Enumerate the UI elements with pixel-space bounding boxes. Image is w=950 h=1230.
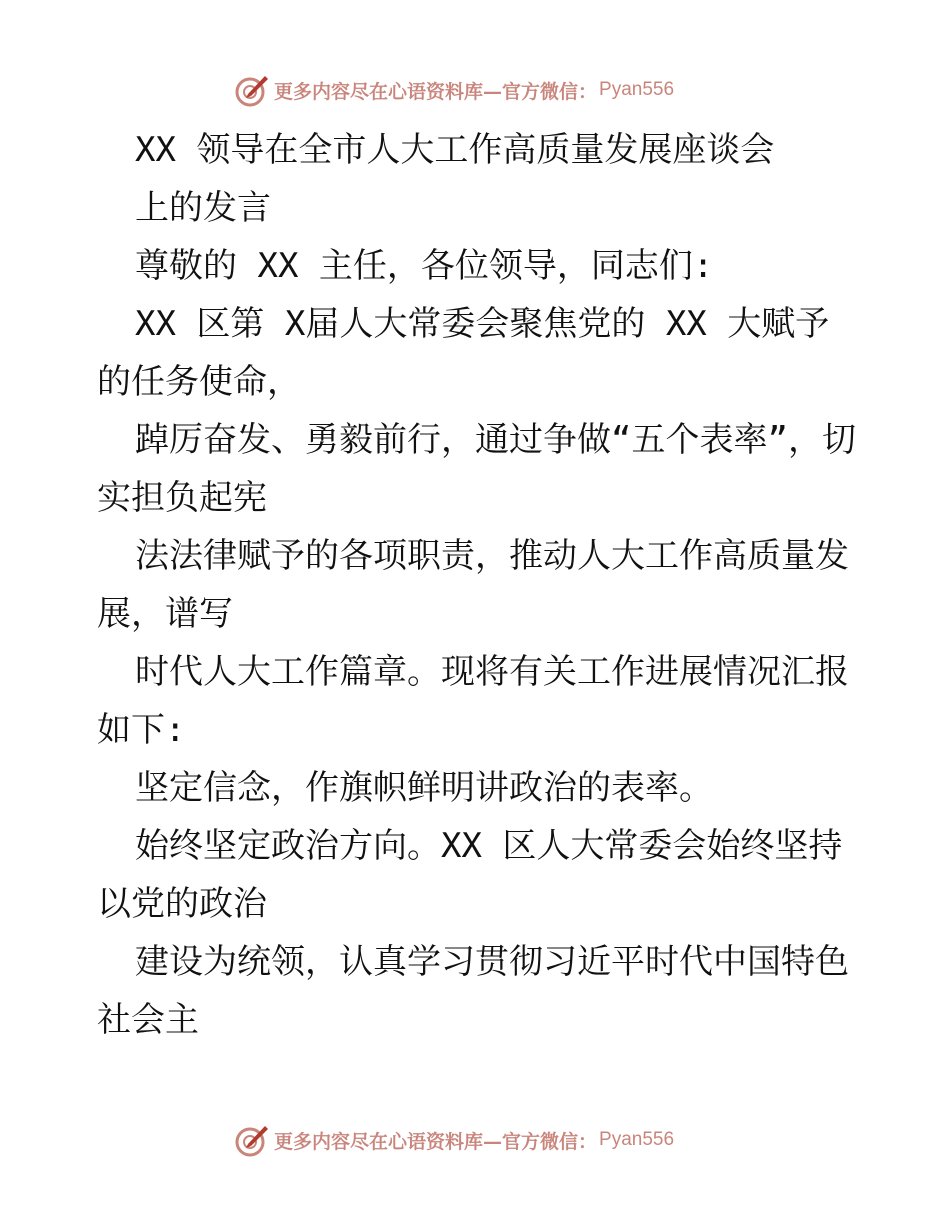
paragraph: XX 领导在全市人大工作高质量发展座谈会 <box>135 130 775 170</box>
paragraph: XX 区第 X届人大常委会聚焦党的 XX 大赋予的任务使命， <box>97 304 830 402</box>
paragraph: 时代人大工作篇章。现将有关工作进展情况汇报如下: <box>97 652 849 750</box>
paragraph: 坚定信念，作旗帜鲜明讲政治的表率。 <box>135 768 713 808</box>
watermark-text: 更多内容尽在心语资料库—官方微信： <box>274 80 598 103</box>
paragraph: 建设为统领，认真学习贯彻习近平时代中国特色社会主 <box>97 942 849 1040</box>
quill-logo-icon <box>234 72 270 108</box>
header-watermark <box>234 70 674 110</box>
quill-logo-icon <box>234 1122 270 1158</box>
watermark-wechat-id: Pyan556 <box>599 1129 675 1150</box>
paragraph: 踔厉奋发、勇毅前行，通过争做“五个表率”，切实担负起宪 <box>97 420 856 518</box>
paragraph: 尊敬的 XX 主任，各位领导，同志们: <box>135 246 714 286</box>
paragraph: 法法律赋予的各项职责，推动人大工作高质量发展，谱写 <box>97 536 849 634</box>
paragraph: 上的发言 <box>135 188 271 228</box>
footer-watermark <box>234 1120 674 1160</box>
paragraph: 始终坚定政治方向。XX 区人大常委会始终坚持以党的政治 <box>97 826 843 924</box>
watermark-wechat-id: Pyan556 <box>599 79 675 100</box>
watermark-text: 更多内容尽在心语资料库—官方微信： <box>274 1130 598 1153</box>
document-body <box>97 121 857 1049</box>
